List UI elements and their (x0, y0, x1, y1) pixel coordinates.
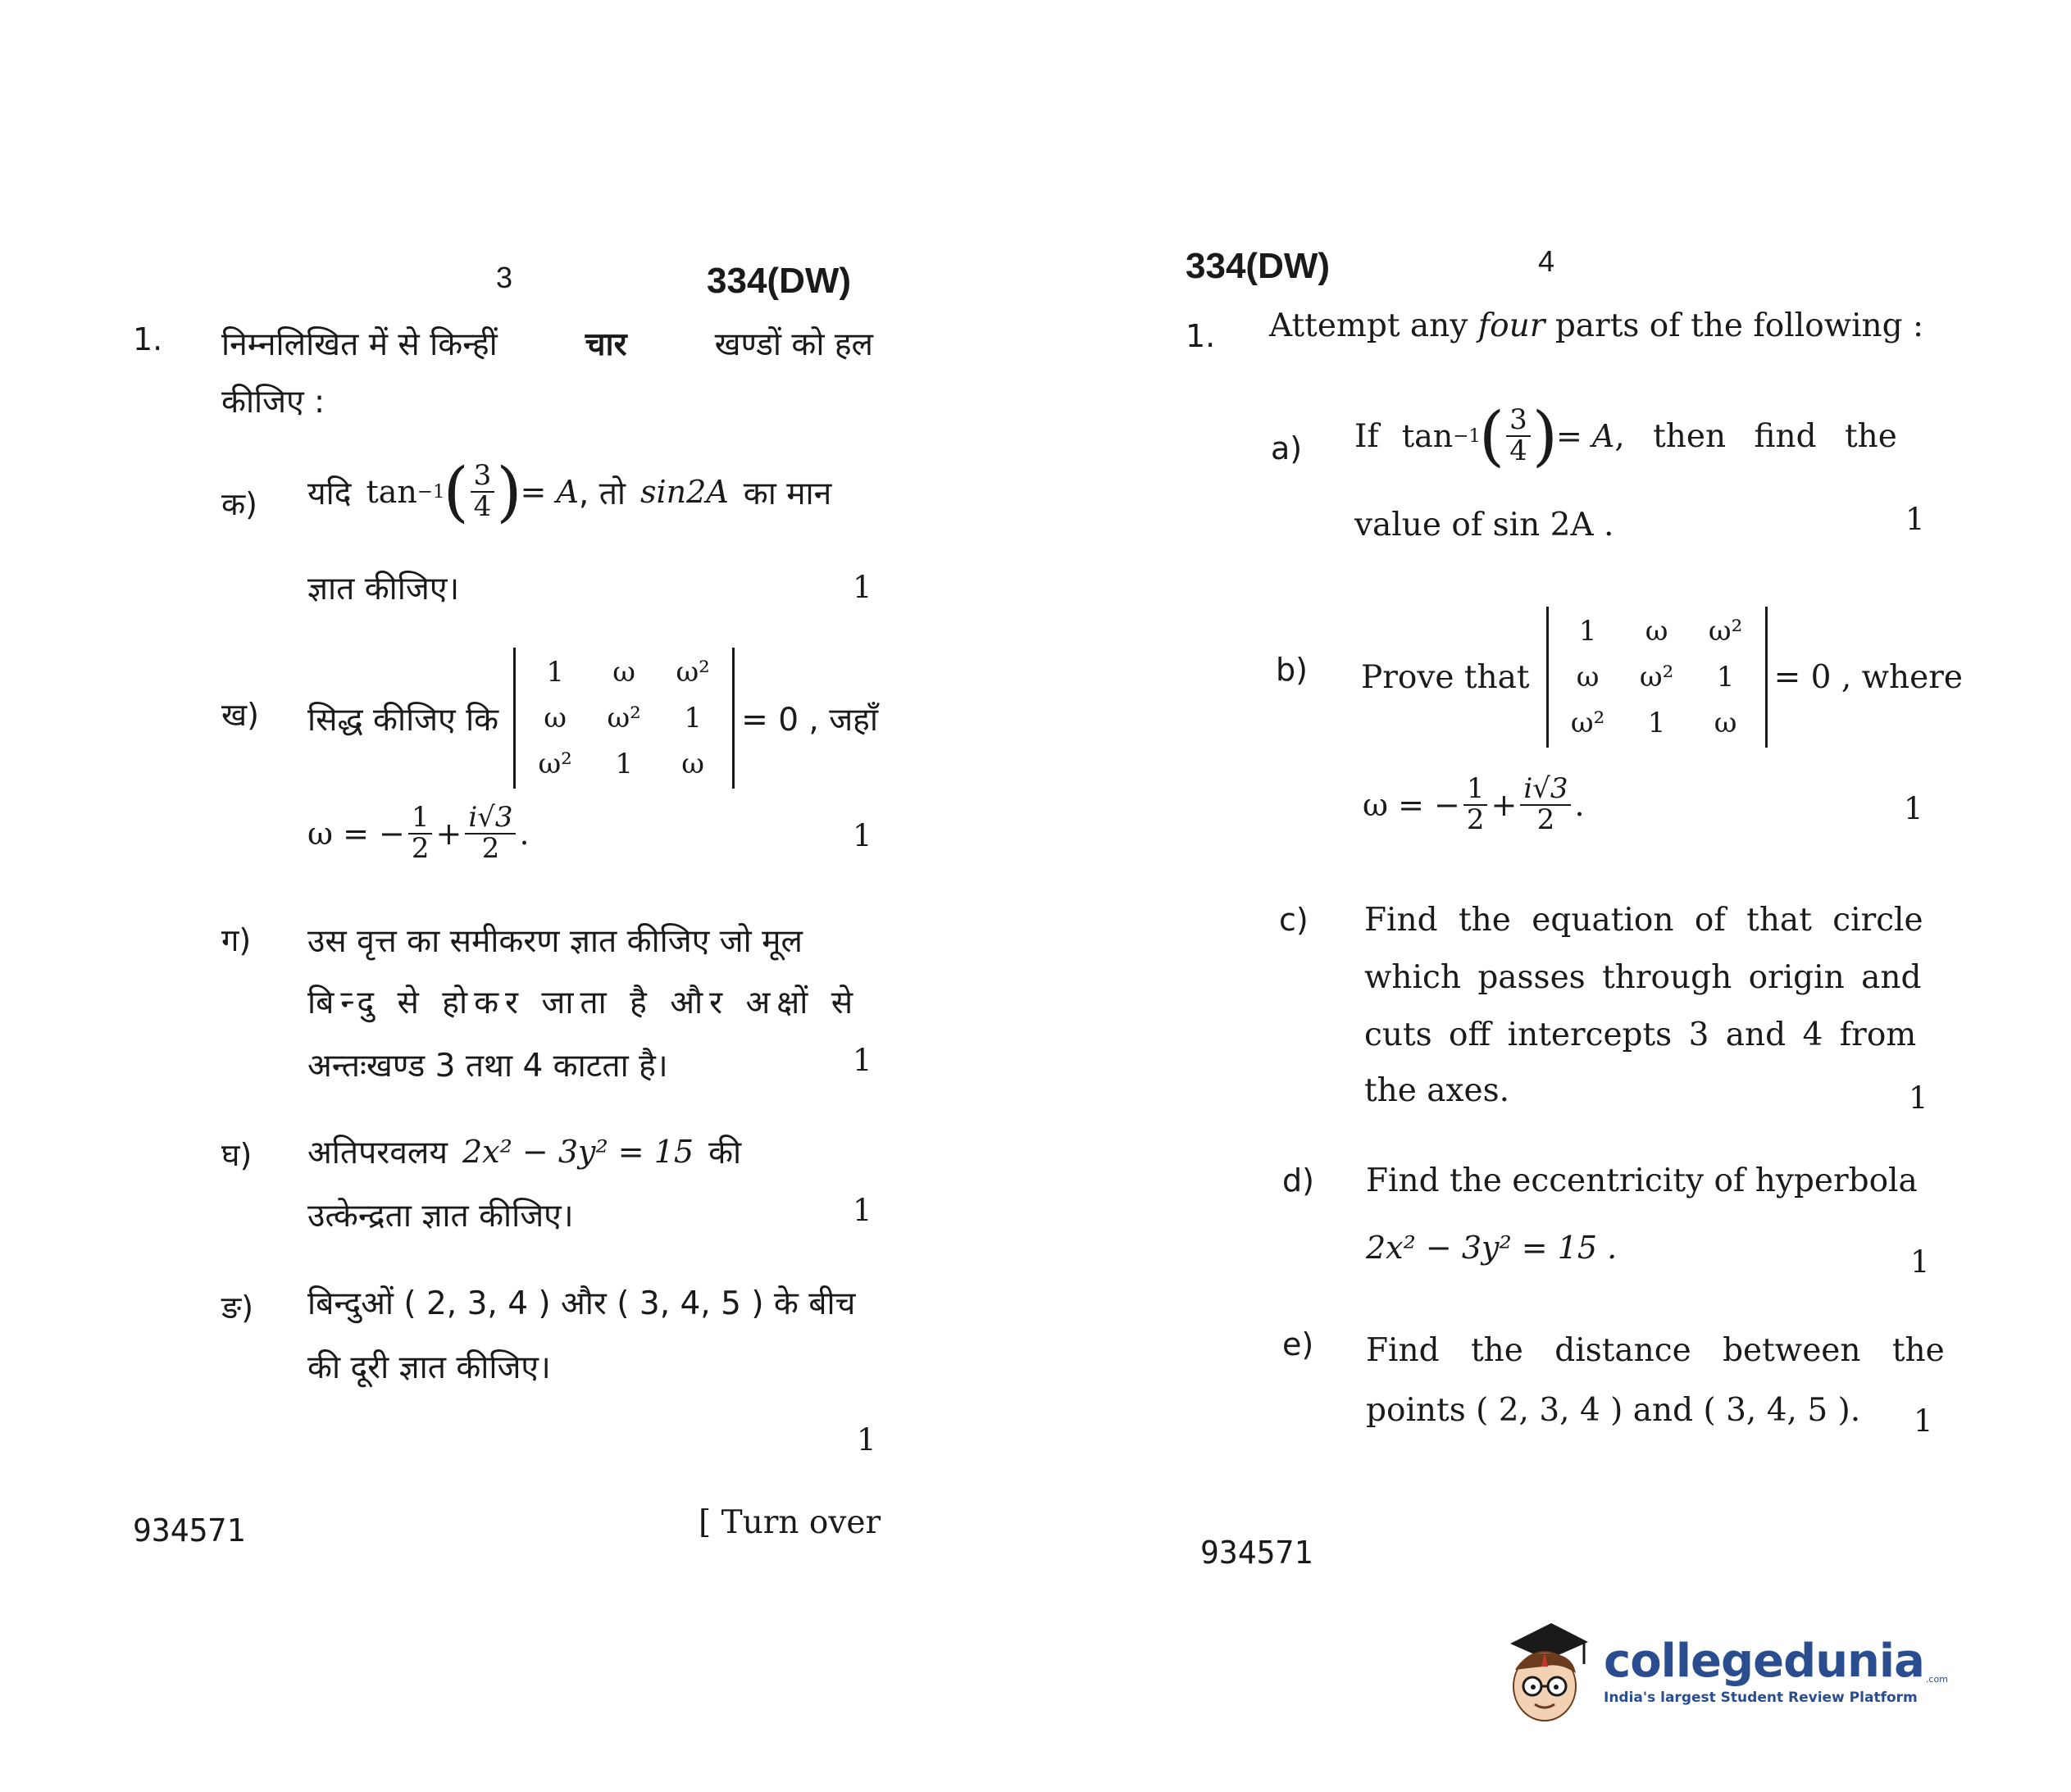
part-c-line1: Find the equation of that circle (1364, 902, 1923, 939)
part-d-line1: Find the eccentricity of hyperbola (1366, 1162, 1918, 1199)
part-ka-math: tan −1 ( $\frac{3}{4}$ ) = A (366, 453, 579, 530)
right-paper-code: 334(DW) (1186, 246, 1331, 286)
part-d-label: d) (1282, 1162, 1314, 1198)
fraction-3-4: $\frac{3}{4}$ (471, 462, 495, 521)
part-a-line1 (1354, 398, 1897, 474)
part-e-label: e) (1282, 1326, 1314, 1362)
part-gha-text-post: की (708, 1135, 742, 1171)
part-e-marks: 1 (1914, 1403, 1933, 1439)
right-instruction-em: four (1477, 307, 1545, 344)
part-ka-marks: 1 (853, 570, 872, 605)
determinant-right: 1 ω ω² ω ω² 1 ω² 1 ω (1546, 607, 1768, 748)
left-instruction-bold: चार (585, 326, 627, 363)
mascot-icon (1502, 1619, 1592, 1726)
part-d-marks: 1 (1910, 1244, 1930, 1280)
right-instruction: Attempt any four parts of the following : (1269, 307, 1924, 344)
part-nga-line1: बिन्दुओं ( 2, 3, 4 ) और ( 3, 4, 5 ) के बीच (307, 1285, 856, 1322)
part-b-text-post: = 0 , where (1773, 658, 1963, 696)
equals-a: = A (520, 474, 579, 510)
part-a-marks: 1 (1905, 502, 1925, 537)
part-ka-text-pre: यदि (307, 475, 352, 512)
part-b-text-pre: Prove that (1361, 658, 1530, 696)
part-c-marks: 1 (1909, 1080, 1928, 1116)
part-a-text-pre: If (1354, 417, 1379, 455)
logo-com: .com (1925, 1674, 1948, 1685)
part-c-line2: which passes through origin and (1364, 959, 1922, 996)
left-paper-code: 334(DW) (707, 261, 852, 301)
part-ga-label: ग) (221, 922, 252, 958)
part-gha-marks: 1 (853, 1193, 872, 1228)
part-ka-text-post: , तो (578, 475, 626, 512)
part-kha-label: ख) (221, 697, 259, 733)
part-e-line1: Find the distance between the (1366, 1332, 1945, 1369)
part-c-line3: cuts off intercepts 3 and 4 from (1364, 1017, 1917, 1053)
hyperbola-equation-left: 2x² − 3y² = 15 (462, 1133, 694, 1170)
part-gha-label: घ) (221, 1137, 253, 1173)
right-footer-code: 934571 (1200, 1535, 1313, 1571)
part-b-marks: 1 (1904, 791, 1923, 826)
part-c-line4: the axes. (1364, 1072, 1510, 1109)
tan-exponent: −1 (416, 481, 445, 503)
right-question-number: 1. (1186, 318, 1216, 354)
part-nga-label: ङ) (221, 1289, 254, 1326)
part-ga-line3: अन्तःखण्ड 3 तथा 4 काटता है। (307, 1048, 668, 1085)
left-instruction (221, 321, 873, 365)
tan-text: tan (366, 474, 417, 510)
part-kha-marks: 1 (853, 818, 872, 853)
part-a-label: a) (1271, 430, 1303, 466)
part-b-label: b) (1276, 652, 1308, 688)
part-gha-line2: उत्केन्द्रता ज्ञात कीजिए। (307, 1198, 574, 1235)
left-instruction-part2: खण्डों को हल (714, 326, 873, 363)
left-page-number: 3 (496, 261, 513, 294)
part-nga-line2: की दूरी ज्ञात कीजिए। (307, 1349, 551, 1386)
part-kha-text-post: = 0 , जहाँ (741, 701, 878, 739)
part-ka-line1 (307, 453, 832, 530)
left-footer-code: 934571 (133, 1512, 246, 1549)
collegedunia-logo (1502, 1619, 1948, 1726)
part-ka-text-end: का मान (743, 475, 832, 512)
left-question-number: 1. (133, 321, 163, 357)
part-a-text-post: , then find the (1614, 417, 1897, 455)
logo-brand: collegedunia (1604, 1635, 1924, 1688)
part-b-line1 (1361, 607, 1963, 748)
left-instruction-line2: कीजिए : (221, 384, 325, 421)
part-ga-line1: उस वृत्त का समीकरण ज्ञात कीजिए जो मूल (307, 923, 803, 960)
logo-tagline: India's largest Student Review Platform (1604, 1690, 1918, 1706)
determinant-left: 1 ω ω² ω ω² 1 ω² 1 ω (513, 648, 735, 789)
part-ga-line2: बिन्दु से होकर जाता है और अक्षों से (307, 985, 860, 1021)
part-b-omega: ω = − $\frac{1}{2}$ + $\frac{i√3}{2}$ . (1363, 772, 1585, 836)
right-page-number: 4 (1538, 244, 1555, 278)
part-ka-label: क) (221, 486, 258, 522)
part-nga-marks: 1 (857, 1422, 876, 1458)
part-ka-line2: ज्ञात कीजिए। (307, 571, 460, 607)
part-a-math: tan −1 ( $\frac{3}{4}$ ) = A (1401, 398, 1615, 474)
part-gha-text-pre: अतिपरवलय (307, 1135, 448, 1171)
part-gha-line1 (307, 1130, 741, 1173)
turn-over: [ Turn over (699, 1504, 881, 1541)
part-kha-omega: ω = − $\frac{1}{2}$ + $\frac{i√3}{2}$ . (307, 801, 530, 865)
part-a-line2: value of sin 2A . (1354, 507, 1614, 544)
part-ga-marks: 1 (853, 1043, 872, 1078)
part-ka-sin2a: sin2A (640, 474, 729, 510)
part-e-line2: points ( 2, 3, 4 ) and ( 3, 4, 5 ). (1366, 1392, 1861, 1429)
part-c-label: c) (1279, 902, 1309, 938)
part-kha-text-pre: सिद्ध कीजिए कि (307, 701, 499, 739)
left-instruction-part1: निम्नलिखित में से किन्हीं (221, 326, 498, 363)
part-kha-line1 (307, 648, 878, 789)
part-d-line2: 2x² − 3y² = 15 . (1366, 1230, 1618, 1266)
